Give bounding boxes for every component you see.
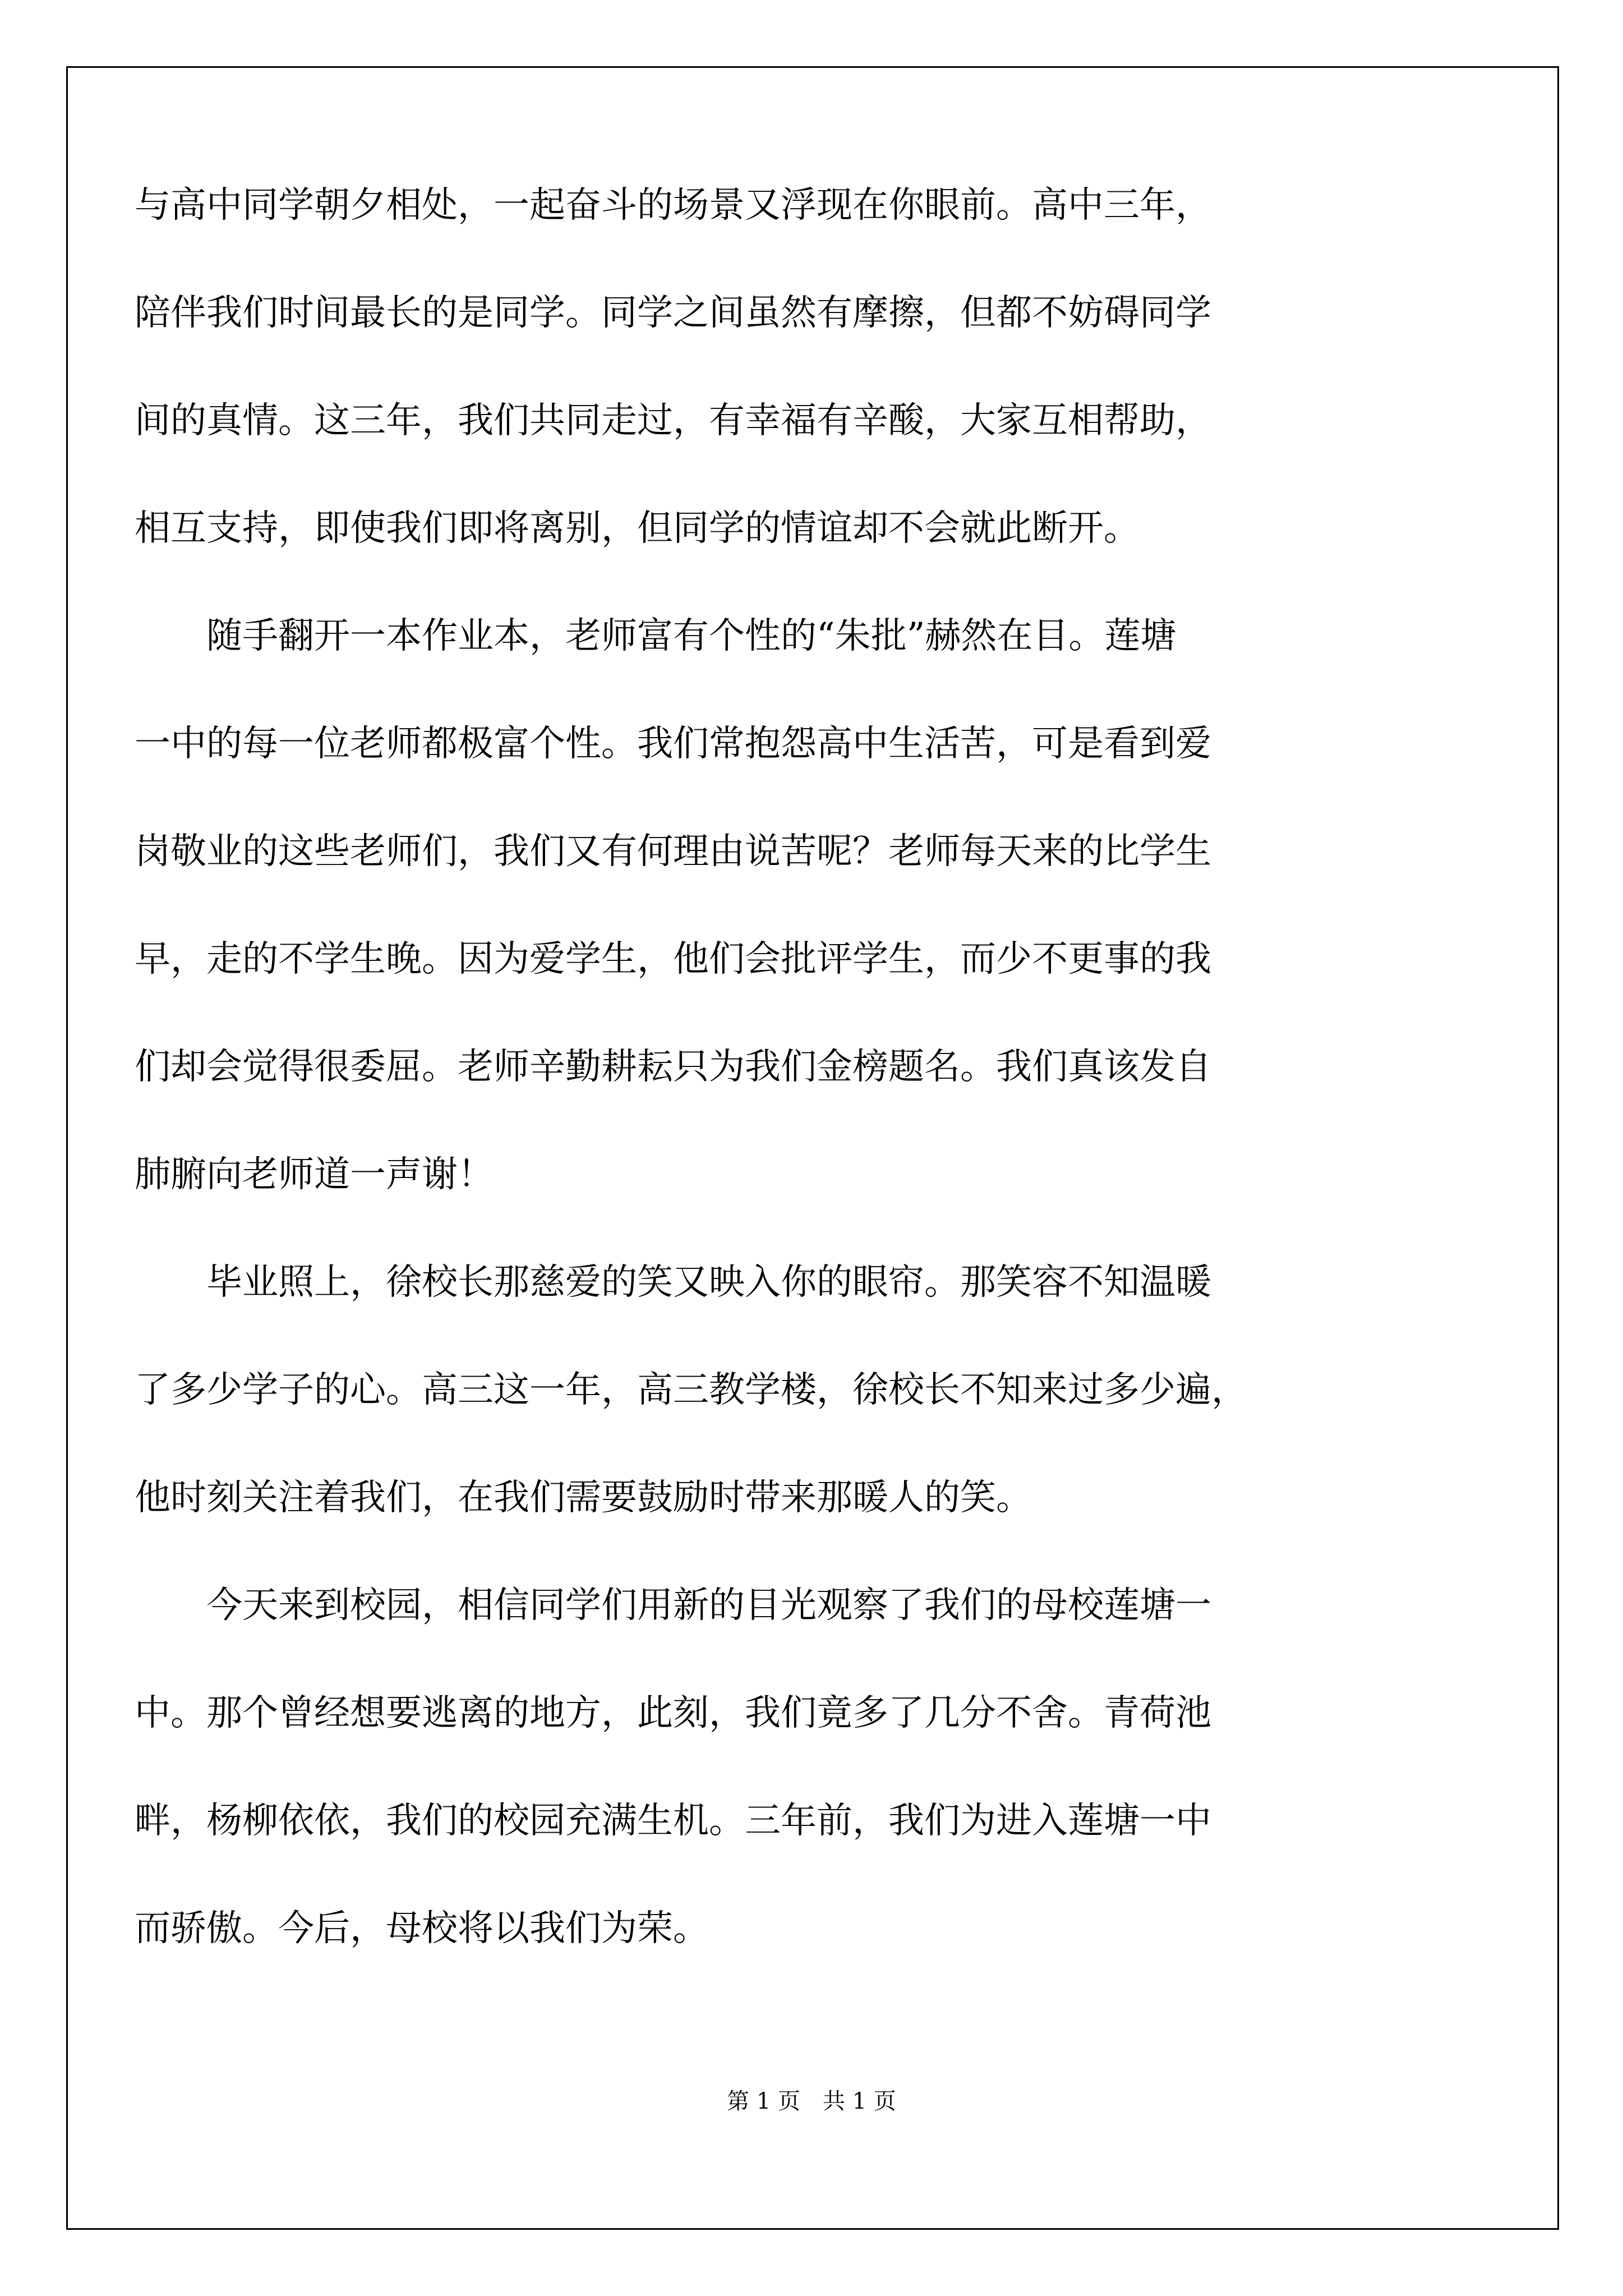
text-line: 他时刻关注着我们，在我们需要鼓励时带来那暖人的笑。 [135, 1477, 1032, 1519]
text-line: 而骄傲。今后，母校将以我们为荣。 [135, 1908, 709, 1949]
text-line: 间的真情。这三年，我们共同走过，有幸福有辛酸，大家互相帮助， [135, 400, 1211, 441]
text-line: 中。那个曾经想要逃离的地方，此刻，我们竟多了几分不舍。青荷池 [135, 1692, 1211, 1734]
text-line: 畔，杨柳依依，我们的校园充满生机。三年前，我们为进入莲塘一中 [135, 1800, 1211, 1842]
text-line: 了多少学子的心。高三这一年，高三教学楼，徐校长不知来过多少遍， [135, 1369, 1247, 1411]
paragraph-start-line: 毕业照上，徐校长那慈爱的笑又映入你的眼帘。那笑容不知温暖 [206, 1262, 1211, 1303]
document-body [135, 178, 1487, 2009]
text-line: 肺腑向老师道一声谢！ [135, 1154, 494, 1195]
text-line: 一中的每一位老师都极富个性。我们常抱怨高中生活苦，可是看到爱 [135, 723, 1211, 765]
page-footer: 第 1 页 共 1 页 [727, 2088, 896, 2114]
text-line: 陪伴我们时间最长的是同学。同学之间虽然有摩擦，但都不妨碍同学 [135, 292, 1211, 334]
text-line: 相互支持，即使我们即将离别，但同学的情谊却不会就此断开。 [135, 508, 1140, 549]
text-line: 与高中同学朝夕相处，一起奋斗的场景又浮现在你眼前。高中三年， [135, 185, 1211, 226]
paragraph-start-line: 随手翻开一本作业本，老师富有个性的“朱批”赫然在目。莲塘 [206, 615, 1177, 657]
text-line: 们却会觉得很委屈。老师辛勤耕耘只为我们金榜题名。我们真该发自 [135, 1046, 1211, 1088]
text-line: 早，走的不学生晚。因为爱学生，他们会批评学生，而少不更事的我 [135, 938, 1211, 980]
paragraph-start-line: 今天来到校园，相信同学们用新的目光观察了我们的母校莲塘一 [206, 1585, 1211, 1626]
text-line: 岗敬业的这些老师们，我们又有何理由说苦呢？老师每天来的比学生 [135, 831, 1211, 872]
